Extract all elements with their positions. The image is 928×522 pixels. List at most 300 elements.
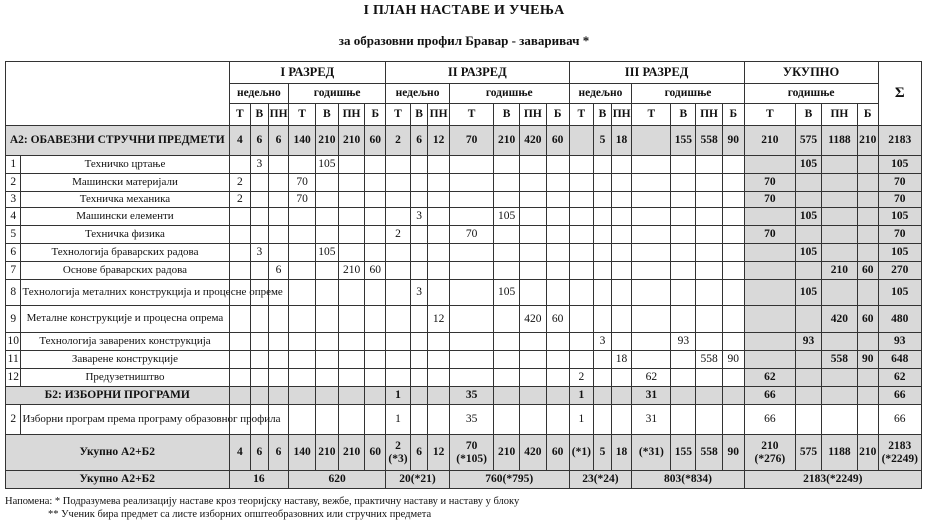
value-cell bbox=[611, 244, 632, 262]
value-cell bbox=[251, 306, 269, 333]
value-cell bbox=[338, 174, 365, 192]
row-number: 6 bbox=[6, 244, 21, 262]
value-cell: 6 bbox=[268, 262, 289, 280]
value-cell bbox=[671, 262, 696, 280]
subject-name: Техничка механика bbox=[21, 192, 229, 208]
value-cell bbox=[569, 306, 594, 333]
value-cell bbox=[632, 208, 671, 226]
value-cell: 105 bbox=[878, 156, 921, 174]
value-cell bbox=[268, 226, 289, 244]
weekly-header: недељно bbox=[386, 84, 450, 104]
value-cell bbox=[519, 280, 546, 306]
value-cell: 70 bbox=[289, 174, 316, 192]
col-abbr: Т bbox=[386, 104, 411, 126]
value-cell bbox=[428, 405, 450, 435]
value-cell bbox=[857, 333, 878, 351]
col-abbr: ПН bbox=[428, 104, 450, 126]
value-cell: 31 bbox=[632, 387, 671, 405]
value-cell bbox=[722, 192, 744, 208]
value-cell bbox=[316, 280, 339, 306]
value-cell bbox=[386, 174, 411, 192]
total-g3-weekly: 23(*24) bbox=[569, 471, 632, 489]
value-cell bbox=[821, 156, 857, 174]
total-cell: 6 bbox=[251, 435, 269, 471]
footnote-1: Напомена: * Подразумева реализацију наставе кроз теоријску наставу, вежбе, практичну наставу и наставу у блоку bbox=[5, 496, 520, 507]
value-cell bbox=[365, 208, 386, 226]
value-cell: 2 bbox=[386, 226, 411, 244]
value-cell bbox=[268, 333, 289, 351]
value-cell bbox=[569, 126, 594, 156]
value-cell bbox=[229, 387, 251, 405]
value-cell bbox=[365, 351, 386, 369]
value-cell bbox=[338, 244, 365, 262]
value-cell bbox=[268, 208, 289, 226]
value-cell bbox=[569, 351, 594, 369]
value-cell bbox=[671, 405, 696, 435]
col-abbr: В bbox=[796, 104, 822, 126]
col-abbr: ПН bbox=[821, 104, 857, 126]
value-cell bbox=[519, 244, 546, 262]
value-cell: 70 bbox=[878, 174, 921, 192]
value-cell bbox=[594, 244, 612, 262]
col-abbr: Б bbox=[722, 104, 744, 126]
value-cell bbox=[410, 351, 428, 369]
col-abbr: Т bbox=[229, 104, 251, 126]
value-cell: 210 bbox=[338, 262, 365, 280]
value-cell bbox=[365, 174, 386, 192]
value-cell bbox=[449, 306, 493, 333]
value-cell: 60 bbox=[546, 126, 569, 156]
value-cell bbox=[519, 333, 546, 351]
value-cell: 60 bbox=[857, 306, 878, 333]
value-cell: 210 bbox=[857, 126, 878, 156]
value-cell bbox=[365, 369, 386, 387]
value-cell bbox=[671, 244, 696, 262]
value-cell bbox=[632, 174, 671, 192]
section-b2-label: Б2: ИЗБОРНИ ПРОГРАМИ bbox=[6, 387, 230, 405]
value-cell bbox=[671, 306, 696, 333]
value-cell bbox=[857, 387, 878, 405]
value-cell bbox=[428, 192, 450, 208]
value-cell bbox=[386, 351, 411, 369]
col-abbr: В bbox=[410, 104, 428, 126]
value-cell bbox=[546, 351, 569, 369]
value-cell bbox=[546, 387, 569, 405]
value-cell bbox=[494, 405, 520, 435]
value-cell bbox=[546, 192, 569, 208]
value-cell bbox=[821, 387, 857, 405]
value-cell bbox=[744, 306, 796, 333]
value-cell bbox=[229, 244, 251, 262]
value-cell bbox=[519, 156, 546, 174]
value-cell bbox=[857, 280, 878, 306]
value-cell bbox=[722, 262, 744, 280]
value-cell bbox=[611, 369, 632, 387]
value-cell bbox=[632, 126, 671, 156]
value-cell bbox=[410, 306, 428, 333]
total-label: Укупно А2+Б2 bbox=[6, 471, 230, 489]
col-abbr: Т bbox=[449, 104, 493, 126]
footnote-2: ** Ученик бира предмет са листе изборних општеобразовних или стручних предмета bbox=[48, 509, 432, 520]
value-cell bbox=[365, 192, 386, 208]
yearly-header: годишње bbox=[632, 84, 744, 104]
value-cell: 12 bbox=[428, 306, 450, 333]
total-cell: 18 bbox=[611, 435, 632, 471]
value-cell bbox=[428, 369, 450, 387]
value-cell: 105 bbox=[316, 244, 339, 262]
value-cell bbox=[722, 244, 744, 262]
value-cell bbox=[796, 306, 822, 333]
col-abbr: Т bbox=[744, 104, 796, 126]
value-cell: 3 bbox=[251, 244, 269, 262]
value-cell bbox=[519, 226, 546, 244]
value-cell bbox=[569, 192, 594, 208]
total-cell: 210 bbox=[338, 435, 365, 471]
value-cell bbox=[519, 405, 546, 435]
value-cell: 3 bbox=[410, 208, 428, 226]
value-cell bbox=[594, 174, 612, 192]
value-cell: 558 bbox=[696, 351, 723, 369]
value-cell: 18 bbox=[611, 351, 632, 369]
value-cell bbox=[696, 333, 723, 351]
value-cell bbox=[796, 351, 822, 369]
weekly-header: недељно bbox=[229, 84, 289, 104]
value-cell bbox=[611, 306, 632, 333]
total-g2-weekly: 20(*21) bbox=[386, 471, 450, 489]
value-cell: 210 bbox=[338, 126, 365, 156]
col-abbr: ПН bbox=[268, 104, 289, 126]
header-blank bbox=[6, 62, 230, 126]
total-cell: 60 bbox=[546, 435, 569, 471]
value-cell bbox=[428, 208, 450, 226]
value-cell bbox=[229, 333, 251, 351]
row-number: 12 bbox=[6, 369, 21, 387]
value-cell bbox=[338, 208, 365, 226]
row-number: 11 bbox=[6, 351, 21, 369]
subject-name: Машински елементи bbox=[21, 208, 229, 226]
value-cell bbox=[494, 244, 520, 262]
value-cell bbox=[722, 174, 744, 192]
value-cell bbox=[410, 226, 428, 244]
value-cell bbox=[671, 174, 696, 192]
value-cell bbox=[494, 387, 520, 405]
value-cell: 140 bbox=[289, 126, 316, 156]
value-cell bbox=[671, 369, 696, 387]
value-cell bbox=[494, 262, 520, 280]
value-cell bbox=[386, 192, 411, 208]
value-cell bbox=[744, 208, 796, 226]
value-cell bbox=[744, 244, 796, 262]
value-cell bbox=[316, 192, 339, 208]
value-cell bbox=[338, 280, 365, 306]
value-cell bbox=[519, 174, 546, 192]
value-cell bbox=[449, 244, 493, 262]
value-cell bbox=[821, 405, 857, 435]
value-cell: 1 bbox=[386, 387, 411, 405]
value-cell: 2 bbox=[229, 192, 251, 208]
value-cell bbox=[696, 369, 723, 387]
value-cell bbox=[594, 208, 612, 226]
value-cell bbox=[338, 369, 365, 387]
value-cell bbox=[696, 280, 723, 306]
value-cell: 70 bbox=[878, 226, 921, 244]
value-cell bbox=[594, 351, 612, 369]
value-cell bbox=[316, 405, 339, 435]
value-cell bbox=[410, 387, 428, 405]
value-cell bbox=[289, 369, 316, 387]
value-cell bbox=[229, 369, 251, 387]
value-cell bbox=[428, 351, 450, 369]
row-number: 9 bbox=[6, 306, 21, 333]
yearly-header: годишње bbox=[449, 84, 569, 104]
col-abbr: В bbox=[251, 104, 269, 126]
value-cell: 2 bbox=[386, 126, 411, 156]
value-cell: 270 bbox=[878, 262, 921, 280]
value-cell bbox=[229, 351, 251, 369]
value-cell bbox=[546, 280, 569, 306]
value-cell bbox=[744, 262, 796, 280]
value-cell bbox=[546, 174, 569, 192]
value-cell bbox=[744, 280, 796, 306]
value-cell bbox=[671, 192, 696, 208]
value-cell bbox=[338, 351, 365, 369]
value-cell bbox=[428, 156, 450, 174]
value-cell: 70 bbox=[744, 174, 796, 192]
total-cell: 558 bbox=[696, 435, 723, 471]
value-cell bbox=[494, 156, 520, 174]
value-cell bbox=[857, 192, 878, 208]
value-cell bbox=[338, 405, 365, 435]
row-number: 10 bbox=[6, 333, 21, 351]
value-cell bbox=[386, 208, 411, 226]
value-cell bbox=[611, 208, 632, 226]
value-cell bbox=[722, 208, 744, 226]
value-cell: 558 bbox=[696, 126, 723, 156]
value-cell bbox=[632, 306, 671, 333]
value-cell bbox=[365, 405, 386, 435]
value-cell: 18 bbox=[611, 126, 632, 156]
value-cell bbox=[494, 351, 520, 369]
value-cell bbox=[338, 226, 365, 244]
value-cell bbox=[796, 174, 822, 192]
value-cell bbox=[251, 351, 269, 369]
subject-name: Предузетништво bbox=[21, 369, 229, 387]
value-cell bbox=[316, 262, 339, 280]
value-cell bbox=[569, 226, 594, 244]
value-cell bbox=[569, 262, 594, 280]
value-cell bbox=[386, 156, 411, 174]
total-grand: 2183(*2249) bbox=[744, 471, 921, 489]
value-cell: 210 bbox=[821, 262, 857, 280]
value-cell bbox=[569, 156, 594, 174]
grade-header-total: УКУПНО bbox=[744, 62, 878, 84]
total-cell: (*31) bbox=[632, 435, 671, 471]
value-cell bbox=[594, 156, 612, 174]
value-cell bbox=[428, 387, 450, 405]
value-cell bbox=[821, 208, 857, 226]
value-cell bbox=[722, 333, 744, 351]
value-cell bbox=[696, 226, 723, 244]
total-cell: 210 bbox=[316, 435, 339, 471]
value-cell: 105 bbox=[796, 244, 822, 262]
value-cell bbox=[316, 369, 339, 387]
value-cell bbox=[251, 226, 269, 244]
value-cell bbox=[696, 174, 723, 192]
value-cell bbox=[251, 333, 269, 351]
value-cell bbox=[546, 156, 569, 174]
value-cell bbox=[410, 244, 428, 262]
total-cell: 210 bbox=[494, 435, 520, 471]
value-cell bbox=[857, 369, 878, 387]
value-cell bbox=[316, 351, 339, 369]
value-cell bbox=[632, 280, 671, 306]
value-cell bbox=[386, 369, 411, 387]
value-cell bbox=[611, 156, 632, 174]
value-cell bbox=[696, 192, 723, 208]
value-cell: 60 bbox=[857, 262, 878, 280]
subject-name: Техничка физика bbox=[21, 226, 229, 244]
grade-header-g2: II РАЗРЕД bbox=[386, 62, 569, 84]
value-cell: 210 bbox=[316, 126, 339, 156]
value-cell bbox=[696, 262, 723, 280]
value-cell bbox=[449, 174, 493, 192]
value-cell: 70 bbox=[449, 226, 493, 244]
value-cell: 70 bbox=[449, 126, 493, 156]
value-cell bbox=[494, 192, 520, 208]
row-number: 7 bbox=[6, 262, 21, 280]
value-cell bbox=[632, 156, 671, 174]
value-cell: 35 bbox=[449, 405, 493, 435]
value-cell bbox=[857, 405, 878, 435]
yearly-header: годишње bbox=[744, 84, 878, 104]
value-cell: 648 bbox=[878, 351, 921, 369]
value-cell bbox=[365, 387, 386, 405]
col-abbr: ПН bbox=[696, 104, 723, 126]
value-cell bbox=[632, 262, 671, 280]
value-cell bbox=[696, 306, 723, 333]
col-abbr: В bbox=[671, 104, 696, 126]
value-cell bbox=[268, 156, 289, 174]
value-cell: 210 bbox=[744, 126, 796, 156]
value-cell bbox=[316, 387, 339, 405]
value-cell: 105 bbox=[878, 280, 921, 306]
value-cell bbox=[722, 387, 744, 405]
value-cell bbox=[857, 244, 878, 262]
subject-name: Технологија металних конструкција и процесне опреме bbox=[21, 280, 229, 306]
value-cell bbox=[744, 333, 796, 351]
total-cell: 6 bbox=[410, 435, 428, 471]
value-cell bbox=[410, 369, 428, 387]
value-cell bbox=[494, 174, 520, 192]
value-cell: 3 bbox=[410, 280, 428, 306]
value-cell bbox=[428, 174, 450, 192]
value-cell bbox=[744, 156, 796, 174]
value-cell: 575 bbox=[796, 126, 822, 156]
value-cell bbox=[268, 387, 289, 405]
value-cell bbox=[519, 351, 546, 369]
total-cell: 575 bbox=[796, 435, 822, 471]
value-cell bbox=[449, 351, 493, 369]
value-cell bbox=[251, 174, 269, 192]
value-cell bbox=[594, 306, 612, 333]
value-cell bbox=[722, 369, 744, 387]
value-cell: 420 bbox=[519, 126, 546, 156]
value-cell bbox=[289, 262, 316, 280]
value-cell bbox=[546, 333, 569, 351]
value-cell: 6 bbox=[268, 126, 289, 156]
col-abbr: Б bbox=[546, 104, 569, 126]
value-cell bbox=[229, 156, 251, 174]
value-cell bbox=[289, 226, 316, 244]
value-cell bbox=[365, 306, 386, 333]
value-cell bbox=[546, 208, 569, 226]
total-cell: 140 bbox=[289, 435, 316, 471]
value-cell bbox=[594, 192, 612, 208]
value-cell bbox=[594, 405, 612, 435]
value-cell: 70 bbox=[289, 192, 316, 208]
value-cell bbox=[519, 387, 546, 405]
total-cell: (*1) bbox=[569, 435, 594, 471]
value-cell: 2183 bbox=[878, 126, 921, 156]
weekly-header: недељно bbox=[569, 84, 632, 104]
value-cell bbox=[289, 244, 316, 262]
value-cell: 1 bbox=[569, 405, 594, 435]
value-cell bbox=[696, 156, 723, 174]
subject-name: Основе браварских радова bbox=[21, 262, 229, 280]
value-cell bbox=[857, 156, 878, 174]
value-cell bbox=[857, 226, 878, 244]
value-cell bbox=[569, 280, 594, 306]
col-abbr: Т bbox=[569, 104, 594, 126]
value-cell bbox=[449, 208, 493, 226]
value-cell bbox=[229, 306, 251, 333]
value-cell bbox=[338, 192, 365, 208]
value-cell bbox=[268, 174, 289, 192]
value-cell bbox=[796, 262, 822, 280]
value-cell bbox=[796, 387, 822, 405]
total-cell: 2 (*3) bbox=[386, 435, 411, 471]
value-cell bbox=[229, 226, 251, 244]
value-cell: 5 bbox=[594, 126, 612, 156]
total-cell: 420 bbox=[519, 435, 546, 471]
value-cell bbox=[289, 156, 316, 174]
value-cell bbox=[428, 244, 450, 262]
value-cell bbox=[365, 244, 386, 262]
total-cell: 2183 (*2249) bbox=[878, 435, 921, 471]
value-cell bbox=[671, 280, 696, 306]
value-cell: 210 bbox=[494, 126, 520, 156]
col-abbr: В bbox=[594, 104, 612, 126]
col-abbr: В bbox=[494, 104, 520, 126]
value-cell bbox=[696, 387, 723, 405]
value-cell: 90 bbox=[722, 126, 744, 156]
value-cell bbox=[796, 226, 822, 244]
value-cell: 1 bbox=[569, 387, 594, 405]
value-cell bbox=[365, 226, 386, 244]
value-cell bbox=[494, 369, 520, 387]
value-cell bbox=[449, 192, 493, 208]
value-cell bbox=[251, 208, 269, 226]
grade-header-g1: I РАЗРЕД bbox=[229, 62, 386, 84]
value-cell: 62 bbox=[744, 369, 796, 387]
value-cell: 3 bbox=[594, 333, 612, 351]
value-cell bbox=[796, 192, 822, 208]
value-cell bbox=[821, 174, 857, 192]
value-cell bbox=[611, 280, 632, 306]
value-cell bbox=[611, 226, 632, 244]
value-cell bbox=[428, 333, 450, 351]
row-number: 8 bbox=[6, 280, 21, 306]
